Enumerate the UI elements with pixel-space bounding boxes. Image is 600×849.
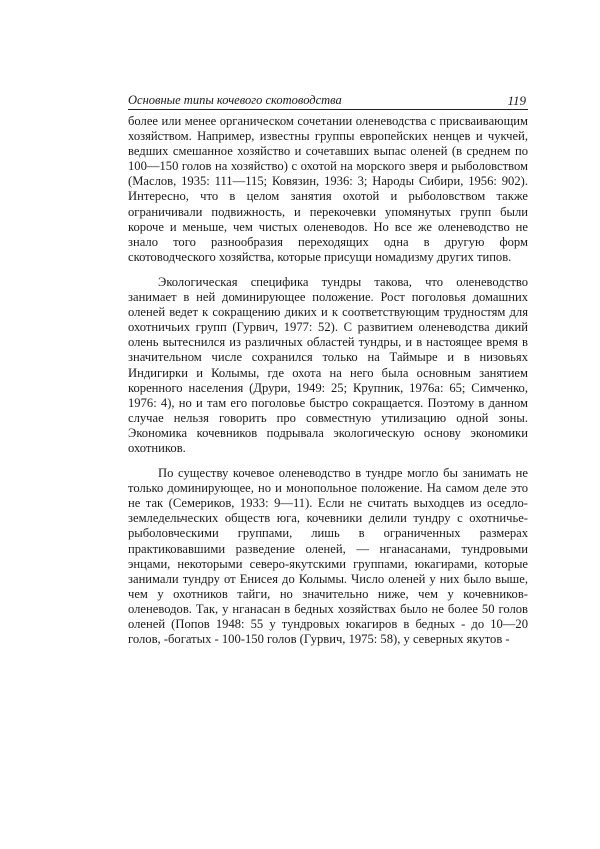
- paragraph: более или менее органическом сочетании оленеводства с присваивающим хозяйством. Например, известны группы европейских ненцев и чукчей, ведших смешанное хозяйство и сочетавших выпас оленей (в среднем по 100—150 голов на хозяйство) с охотой на морского зверя и рыболовством (Маслов, 1935: 111—115; Ковязин, 1936: 3; Народы Сибири, 1956: 902). Интересно, что в целом занятия охотой и рыболовством также ограничивали подвижность, и перекочевки упомянутых групп были короче и меньше, чем чистых оленеводов. Но все же оленеводство не знало того разнообразия переходящих одна в другую форм скотоводческого хозяйства, которые присущи номадизму других типов.: [128, 114, 528, 264]
- book-page: [128, 93, 528, 647]
- paragraph: Экологическая специфика тундры такова, что оленеводство занимает в ней доминирующее положение. Рост поголовья домашних оленей ведет к сокращению диких и к соответствующим трудностям для охотничьих групп (Гурвич, 1977: 52). С развитием оленеводства дикий олень вытеснился из различных областей тундры, и в настоящее время в значительном числе сохранился только на Таймыре и в низовьях Индигирки и Колымы, где охота на него была основным занятием коренного населения (Друри, 1949: 25; Крупник, 1976а: 65; Симченко, 1976: 4), но и там его поголовье быстро сокращается. Поэтому в данном случае нельзя говорить про совместную утилизацию одной зоны. Экономика кочевников подрывала экологическую основу экономики охотников.: [128, 274, 528, 455]
- body-text: [128, 114, 528, 647]
- running-header: [128, 93, 528, 110]
- chapter-title: Основные типы кочевого скотоводства: [128, 93, 342, 107]
- paragraph: По существу кочевое оленеводство в тундре могло бы занимать не только доминирующее, но и монопольное положение. На самом деле это не так (Семериков, 1933: 9—11). Если не считать выходцев из оседло-земледельческих обществ юга, кочевники делили тундру с охотничье-рыболовческими группами, лишь в ограниченных размерах практиковавшими разведение оленей, — нганасанами, тундровыми энцами, некоторыми северо-якутскими группами, юкагирами, которые занимали тундру от Енисея до Колымы. Число оленей у них было выше, чем у охотников тайги, но значительно ниже, чем у кочевников-оленеводов. Так, у нганасан в бедных хозяйствах было не более 50 голов оленей (Попов 1948: 55 у тундровых юкагиров в бедных - до 10—20 голов, -богатых - 100-150 голов (Гурвич, 1975: 58), у северных якутов -: [128, 466, 528, 647]
- page-number: 119: [507, 93, 526, 108]
